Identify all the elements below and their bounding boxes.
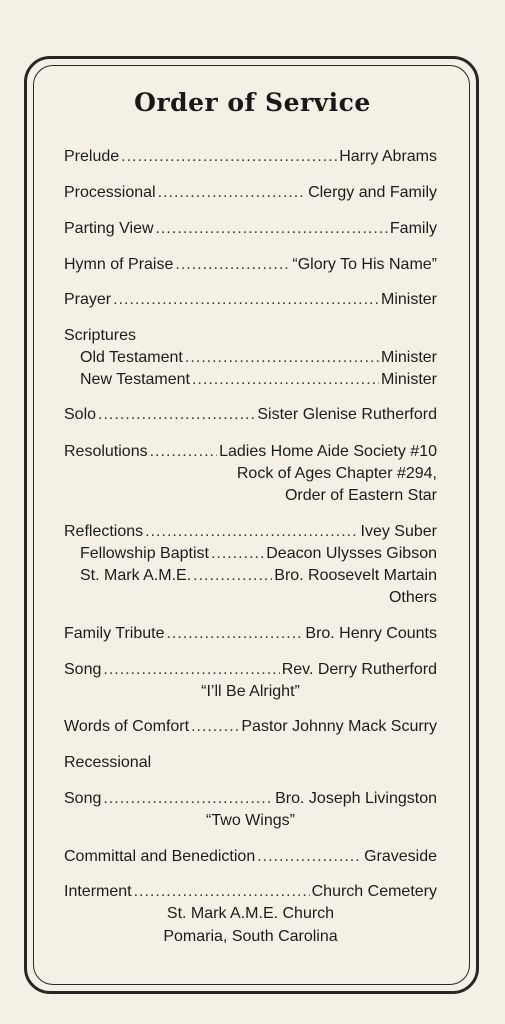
item-value: Bro. Roosevelt Martain bbox=[274, 567, 437, 584]
item-value: Harry Abrams bbox=[339, 148, 437, 165]
item-value: “Glory To His Name” bbox=[292, 256, 437, 273]
item-label: Reflections bbox=[64, 523, 144, 540]
song-1-title: “I’ll Be Alright” bbox=[201, 683, 300, 700]
program-item-hymn bbox=[64, 254, 437, 276]
item-value: Bro. Henry Counts bbox=[305, 625, 437, 642]
program-item-interment bbox=[64, 881, 437, 903]
leader-dots bbox=[121, 146, 337, 168]
program-item-song-2 bbox=[64, 788, 437, 810]
item-label: New Testament bbox=[80, 371, 190, 388]
leader-dots bbox=[211, 543, 264, 565]
program-item-prayer bbox=[64, 289, 437, 311]
leader-dots bbox=[145, 521, 358, 543]
leader-dots bbox=[150, 441, 217, 463]
program-item-solo bbox=[64, 404, 437, 426]
item-label: Committal and Benediction bbox=[64, 848, 256, 865]
reflections-others: Others bbox=[388, 589, 437, 606]
program-item-recessional: Recessional bbox=[64, 754, 152, 771]
item-value: Ladies Home Aide Society #10 bbox=[219, 443, 437, 460]
leader-dots bbox=[257, 846, 362, 868]
program-subitem-fellowship-baptist bbox=[80, 543, 437, 565]
program-item-processional bbox=[64, 182, 437, 204]
item-value: Sister Glenise Rutherford bbox=[257, 406, 437, 423]
item-value: Graveside bbox=[364, 848, 437, 865]
item-label: Resolutions bbox=[64, 443, 148, 460]
leader-dots bbox=[98, 404, 255, 426]
program-subitem-st-mark bbox=[80, 565, 437, 587]
item-value: Minister bbox=[380, 349, 437, 366]
item-label: Parting View bbox=[64, 220, 154, 237]
interment-church: St. Mark A.M.E. Church bbox=[166, 905, 335, 922]
item-label: Hymn of Praise bbox=[64, 256, 174, 273]
leader-dots bbox=[156, 218, 388, 240]
program-subitem-new-testament bbox=[80, 369, 437, 391]
leader-dots bbox=[103, 788, 273, 810]
item-value: Clergy and Family bbox=[308, 184, 437, 201]
leader-dots bbox=[113, 289, 379, 311]
program-item-scriptures: Scriptures bbox=[64, 327, 137, 344]
interment-location: Pomaria, South Carolina bbox=[163, 928, 338, 945]
item-label: Song bbox=[64, 661, 102, 678]
leader-dots bbox=[134, 881, 310, 903]
program-item-words-of-comfort bbox=[64, 716, 437, 738]
item-label: Solo bbox=[64, 406, 97, 423]
item-label: St. Mark A.M.E. bbox=[80, 567, 192, 584]
leader-dots bbox=[103, 659, 279, 681]
resolutions-line-2: Rock of Ages Chapter #294, bbox=[236, 465, 437, 482]
leader-dots bbox=[175, 254, 290, 276]
item-value: Family bbox=[389, 220, 437, 237]
item-value: Church Cemetery bbox=[311, 883, 437, 900]
song-2-title: “Two Wings” bbox=[206, 812, 295, 829]
item-value: Rev. Derry Rutherford bbox=[281, 661, 437, 678]
leader-dots bbox=[166, 623, 303, 645]
program-item-parting-view bbox=[64, 218, 437, 240]
item-label: Interment bbox=[64, 883, 132, 900]
item-label: Old Testament bbox=[80, 349, 183, 366]
program-item-reflections bbox=[64, 521, 437, 543]
item-label: Song bbox=[64, 790, 102, 807]
item-value: Ivey Suber bbox=[360, 523, 437, 540]
leader-dots bbox=[158, 182, 306, 204]
item-value: Bro. Joseph Livingston bbox=[275, 790, 437, 807]
item-label: Prelude bbox=[64, 148, 120, 165]
item-label: Fellowship Baptist bbox=[80, 545, 209, 562]
program-item-committal bbox=[64, 846, 437, 868]
item-value: Minister bbox=[380, 371, 437, 388]
item-value: Pastor Johnny Mack Scurry bbox=[241, 718, 437, 735]
program-item-prelude bbox=[64, 146, 437, 168]
item-label: Prayer bbox=[64, 291, 112, 308]
item-value: Minister bbox=[380, 291, 437, 308]
program-subitem-old-testament bbox=[80, 347, 437, 369]
leader-dots bbox=[193, 565, 272, 587]
leader-dots bbox=[185, 347, 379, 369]
item-label: Words of Comfort bbox=[64, 718, 190, 735]
item-label: Family Tribute bbox=[64, 625, 165, 642]
item-value: Deacon Ulysses Gibson bbox=[266, 545, 437, 562]
item-label: Processional bbox=[64, 184, 156, 201]
program-item-resolutions bbox=[64, 441, 437, 463]
leader-dots bbox=[191, 716, 239, 738]
program-item-song-1 bbox=[64, 659, 437, 681]
page-title: Order of Service bbox=[134, 88, 371, 117]
leader-dots bbox=[192, 369, 379, 391]
program-item-family-tribute bbox=[64, 623, 437, 645]
resolutions-line-3: Order of Eastern Star bbox=[284, 487, 437, 504]
